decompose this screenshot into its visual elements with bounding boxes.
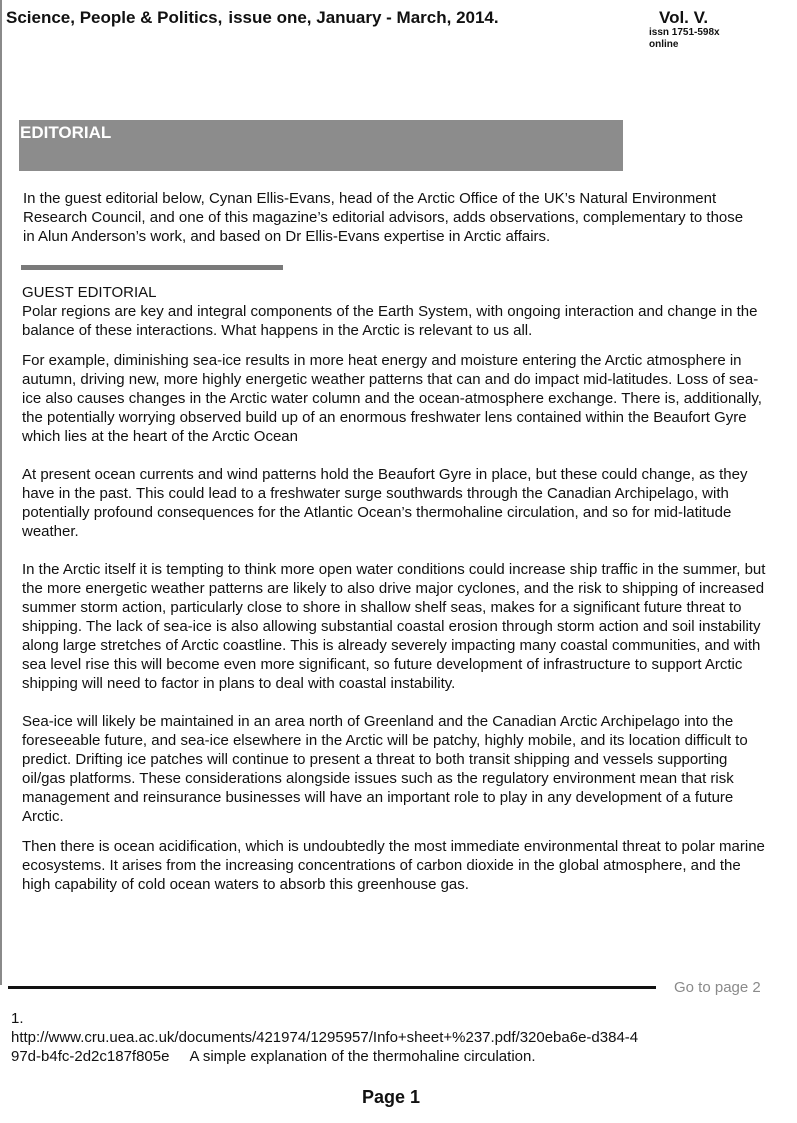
issn-block — [649, 27, 749, 51]
publication-title: Science, People & Politics, — [6, 8, 223, 27]
article-paragraph: For example, diminishing sea-ice results in more heat energy and moisture entering the Arctic atmosphere in autumn, driving new, more highly energetic weather patterns that can and do impact mid-latitudes. Loss of sea-ice also causes changes in the Arctic water column and the ocean-atmosphere exchange. There is, additionally, the potentially worrying observed build up of an enormous freshwater lens contained within the Beaufort Gyre which lies at the heart of the Arctic Ocean — [22, 352, 762, 445]
footnote-description: A simple explanation of the thermohaline circulation. — [189, 1048, 536, 1065]
page-number: Page 1 — [362, 1087, 421, 1107]
editorial-banner — [19, 120, 623, 171]
issn-number: issn 1751-598x — [649, 27, 720, 38]
go-to-page-2-link[interactable]: Go to page 2 — [674, 979, 761, 996]
issue-line: issue one, January - March, 2014. — [228, 8, 499, 27]
footnote-url-tail[interactable]: 97d-b4fc-2d2c187f805e — [11, 1048, 170, 1065]
footnote-number: 1. — [11, 1010, 24, 1027]
intro-paragraph: In the guest editorial below, Cynan Ellis-Evans, head of the Arctic Office of the UK’s Natural Environment Research Council, and one of this magazine’s editorial advisors, adds observations, complementary to those in Alun Anderson’s work, and based on Dr Ellis-Evans expertise in Arctic affairs. — [23, 190, 744, 245]
guest-editorial-heading: GUEST EDITORIAL — [22, 284, 157, 301]
article-paragraph: At present ocean currents and wind patterns hold the Beaufort Gyre in place, but these could change, as they have in the past. This could lead to a freshwater surge southwards through the Canadian Archipelago, with potentially profound consequences for the Atlantic Ocean’s thermohaline circulation, and so for mid-latitude weather. — [22, 466, 748, 540]
editorial-label: EDITORIAL — [20, 123, 112, 142]
footnote-divider — [8, 986, 656, 989]
footnote-url[interactable]: http://www.cru.uea.ac.uk/documents/421974/1295957/Info+sheet+%237.pdf/320eba6e-d384-4 — [11, 1029, 639, 1046]
article-paragraph: Polar regions are key and integral components of the Earth System, with ongoing interaction and change in the balance of these interactions. What happens in the Arctic is relevant to us all. — [22, 303, 758, 339]
article-paragraph: Sea-ice will likely be maintained in an area north of Greenland and the Canadian Arctic Archipelago into the foreseeable future, and sea-ice elsewhere in the Arctic will be patchy, highly mobile, and its location difficult to predict. Drifting ice patches will continue to present a threat to both transit shipping and vessels supporting oil/gas platforms. These considerations alongside issues such as the regulatory environment mean that risk management and reinsurance businesses will have an important role to play in any development of a future Arctic. — [22, 713, 748, 825]
footnote-url-continued — [11, 1047, 751, 1066]
volume-label: Vol. V. — [659, 8, 709, 27]
article-paragraph: In the Arctic itself it is tempting to think more open water conditions could increase ship traffic in the summer, but the more energetic weather patterns are likely to also drive major cyclones, and the risk to shipping of increased summer storm action, particularly close to shore in shallow shelf seas, makes for a significant future threat to shipping. The lack of sea-ice is also allowing substantial coastal erosion through storm action and soil instability along large stretches of Arctic coastline. This is already severely impacting many coastal communities, and with sea level rise this will become even more significant, so future development of infrastructure to support Arctic shipping will need to factor in plans to deal with coastal instability. — [22, 561, 766, 692]
masthead — [6, 8, 499, 28]
left-margin-rule — [0, 0, 2, 985]
footnote — [11, 1009, 751, 1066]
article-body — [22, 283, 767, 905]
intro-divider — [21, 265, 283, 270]
article-paragraph: Then there is ocean acidification, which is undoubtedly the most immediate environmental threat to polar marine ecosystems. It arises from the increasing concentrations of carbon dioxide in the global atmosphere, and the high capability of cold ocean waters to absorb this greenhouse gas. — [22, 838, 765, 893]
issn-online: online — [649, 39, 679, 50]
